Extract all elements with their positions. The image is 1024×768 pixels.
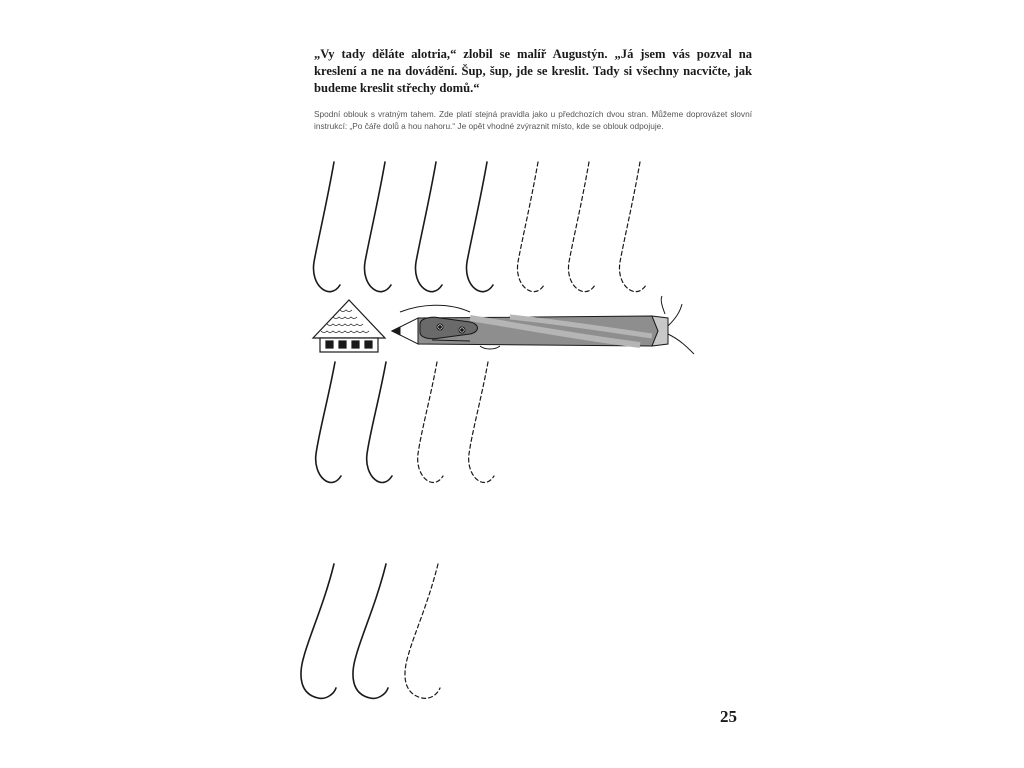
solid-stroke	[466, 162, 493, 292]
row1-dashed-strokes	[517, 162, 646, 292]
row3-dashed-strokes	[405, 564, 440, 698]
dashed-stroke	[568, 162, 595, 292]
page-number: 25	[720, 707, 737, 726]
row2-dashed-strokes	[418, 362, 494, 482]
solid-stroke	[415, 162, 442, 292]
dashed-stroke	[469, 362, 494, 482]
solid-stroke	[367, 362, 392, 482]
dashed-stroke	[619, 162, 646, 292]
solid-stroke	[316, 362, 341, 482]
row2-solid-strokes	[316, 362, 392, 482]
solid-stroke	[353, 564, 388, 698]
pencil-icon	[392, 296, 694, 354]
house-icon	[313, 300, 385, 352]
solid-stroke	[364, 162, 391, 292]
instruction-paragraph: Spodní oblouk s vratným tahem. Zde platí stejná pravidla jako u předchozích dvou stran. Můžeme doprovázet slovní instrukcí: „Po čáře dolů a hou nahoru.“ Je opět vhodné zvýraznit místo, kde se oblouk odpojuje.	[314, 109, 752, 131]
dashed-stroke	[517, 162, 544, 292]
dashed-stroke	[418, 362, 443, 482]
story-paragraph: „Vy tady děláte alotria,“ zlobil se malíř Augustýn. „Já jsem vás pozval na kreslení a ne na dovádění. Šup, šup, jde se kreslit. Tady si všechny nacvičte, jak budeme kreslit střechy domů.“	[314, 47, 752, 95]
solid-stroke	[301, 564, 336, 698]
dashed-stroke	[405, 564, 440, 698]
row3-solid-strokes	[301, 564, 388, 698]
solid-stroke	[313, 162, 340, 292]
row1-solid-strokes	[313, 162, 493, 292]
